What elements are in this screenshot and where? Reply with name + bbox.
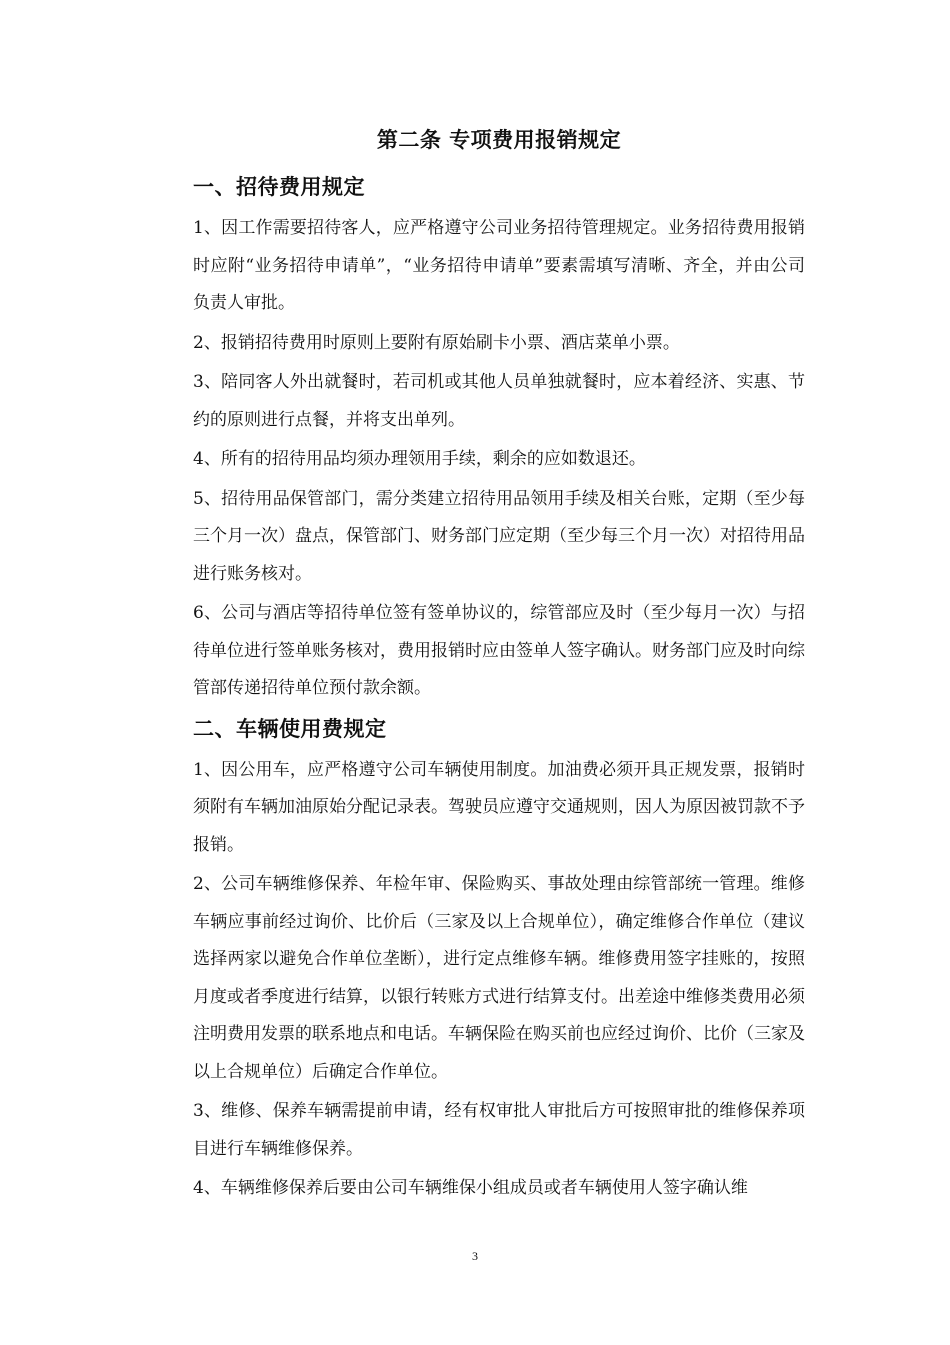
paragraph: 1、因工作需要招待客人，应严格遵守公司业务招待管理规定。业务招待费用报销时应附“业务招待申请单”，“业务招待申请单”要素需填写清晰、齐全，并由公司负责人审批。	[193, 218, 805, 313]
paragraph: 3、维修、保养车辆需提前申请，经有权审批人审批后方可按照审批的维修保养项目进行车辆维修保养。	[193, 1101, 805, 1159]
paragraph: 5、招待用品保管部门，需分类建立招待用品领用手续及相关台账，定期（至少每三个月一次）盘点，保管部门、财务部门应定期（至少每三个月一次）对招待用品进行账务核对。	[193, 488, 805, 584]
section-hospitality-expenses	[193, 168, 805, 708]
document-title: 第二条 专项费用报销规定	[376, 128, 622, 152]
paragraph: 2、报销招待费用时原则上要附有原始刷卡小票、酒店菜单小票。	[193, 332, 680, 353]
paragraph: 1、因公用车，应严格遵守公司车辆使用制度。加油费必须开具正规发票，报销时须附有车辆加油原始分配记录表。驾驶员应遵守交通规则，因人为原因被罚款不予报销。	[193, 759, 805, 855]
paragraph: 4、车辆维修保养后要由公司车辆维保小组成员或者车辆使用人签字确认维	[193, 1178, 748, 1198]
paragraph: 4、所有的招待用品均须办理领用手续，剩余的应如数退还。	[193, 449, 646, 469]
page-number: 3	[472, 1249, 478, 1263]
paragraph: 3、陪同客人外出就餐时，若司机或其他人员单独就餐时，应本着经济、实惠、节约的原则进行点餐，并将支出单列。	[193, 372, 805, 430]
section-vehicle-expenses	[193, 710, 805, 1208]
paragraph: 6、公司与酒店等招待单位签有签单协议的，综管部应及时（至少每月一次）与招待单位进行签单账务核对，费用报销时应由签单人签字确认。财务部门应及时向综管部传递招待单位预付款余额。	[193, 603, 805, 698]
paragraph: 2、公司车辆维修保养、年检年审、保险购买、事故处理由综管部统一管理。维修车辆应事前经过询价、比价后（三家及以上合规单位），确定维修合作单位（建议选择两家以避免合作单位垄断），进行定点维修车辆。维修费用签字挂账的，按照月度或者季度进行结算，以银行转账方式进行结算支付。出差途中维修类费用必须注明费用发票的联系地点和电话。车辆保险在购买前也应经过询价、比价（三家及以上合规单位）后确定合作单位。	[193, 874, 805, 1082]
section-heading: 二、车辆使用费规定	[193, 716, 387, 741]
page-content	[193, 120, 805, 1210]
section-heading: 一、招待费用规定	[193, 175, 365, 199]
